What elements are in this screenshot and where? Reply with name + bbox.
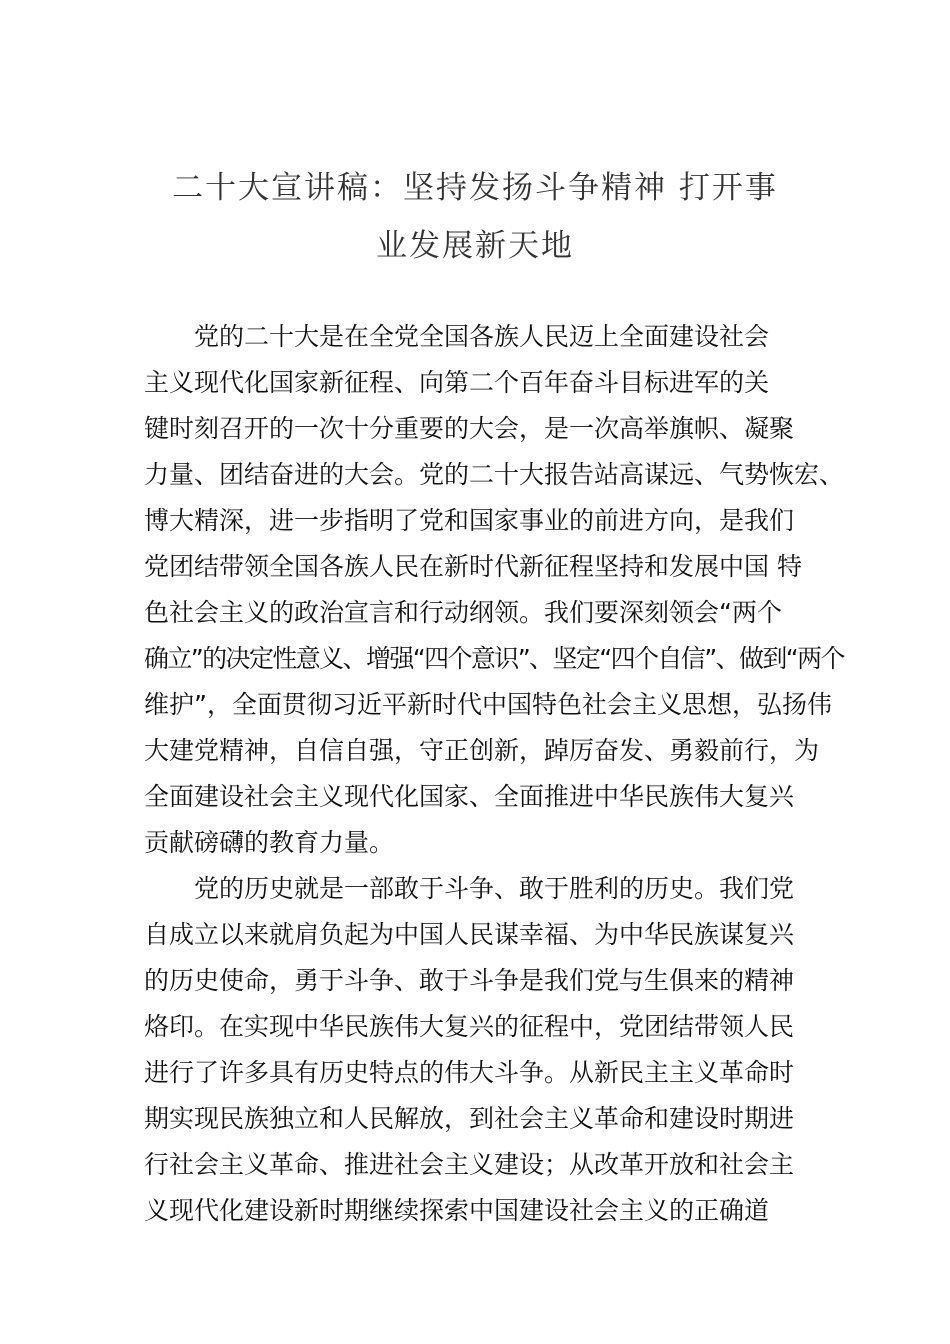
document-title-line-1: 二十大宣讲稿：坚持发扬斗争精神 打开事 xyxy=(172,170,778,206)
body-line: 键时刻召开的一次十分重要的大会，是一次高举旗帜、凝聚 xyxy=(144,414,795,443)
body-line: 贡献磅礴的教育力量。 xyxy=(144,828,395,857)
body-line: 博大精深，进一步指明了党和国家事业的前进方向，是我们 xyxy=(144,506,795,535)
document-title-line-2: 业发展新天地 xyxy=(376,228,574,264)
body-line: 大建党精神，自信自强，守正创新，踔厉奋发、勇毅前行，为 xyxy=(144,736,820,765)
body-line: 期实现民族独立和人民解放，到社会主义革命和建设时期进 xyxy=(144,1104,795,1133)
body-line: 力量、团结奋进的大会。党的二十大报告站高谋远、气势恢宏、 xyxy=(144,460,845,489)
body-line: 主义现代化国家新征程、向第二个百年奋斗目标进军的关 xyxy=(144,368,770,397)
body-line: 行社会主义革命、推进社会主义建设；从改革开放和社会主 xyxy=(144,1150,795,1179)
body-line: 党的历史就是一部敢于斗争、敢于胜利的历史。我们党 xyxy=(194,874,795,903)
body-line: 党的二十大是在全党全国各族人民迈上全面建设社会 xyxy=(194,322,770,351)
body-line: 自成立以来就肩负起为中国人民谋幸福、为中华民族谋复兴 xyxy=(144,920,795,949)
body-line: 党团结带领全国各族人民在新时代新征程坚持和发展中国 特 xyxy=(144,552,802,581)
body-line: 义现代化建设新时期继续探索中国建设社会主义的正确道 xyxy=(144,1196,770,1225)
body-line: 维护”，全面贯彻习近平新时代中国特色社会主义思想，弘扬伟 xyxy=(144,690,832,719)
body-line: 色社会主义的政治宣言和行动纲领。我们要深刻领会“两个 xyxy=(144,598,782,627)
body-line: 确立”的决定性意义、增强“四个意识”、坚定“四个自信”、做到“两个 xyxy=(144,644,844,673)
body-line: 烙印。在实现中华民族伟大复兴的征程中，党团结带领人民 xyxy=(144,1012,795,1041)
body-line: 进行了许多具有历史特点的伟大斗争。从新民主主义革命时 xyxy=(144,1058,795,1087)
body-line: 全面建设社会主义现代化国家、全面推进中华民族伟大复兴 xyxy=(144,782,795,811)
body-line: 的历史使命，勇于斗争、敢于斗争是我们党与生俱来的精神 xyxy=(144,966,795,995)
